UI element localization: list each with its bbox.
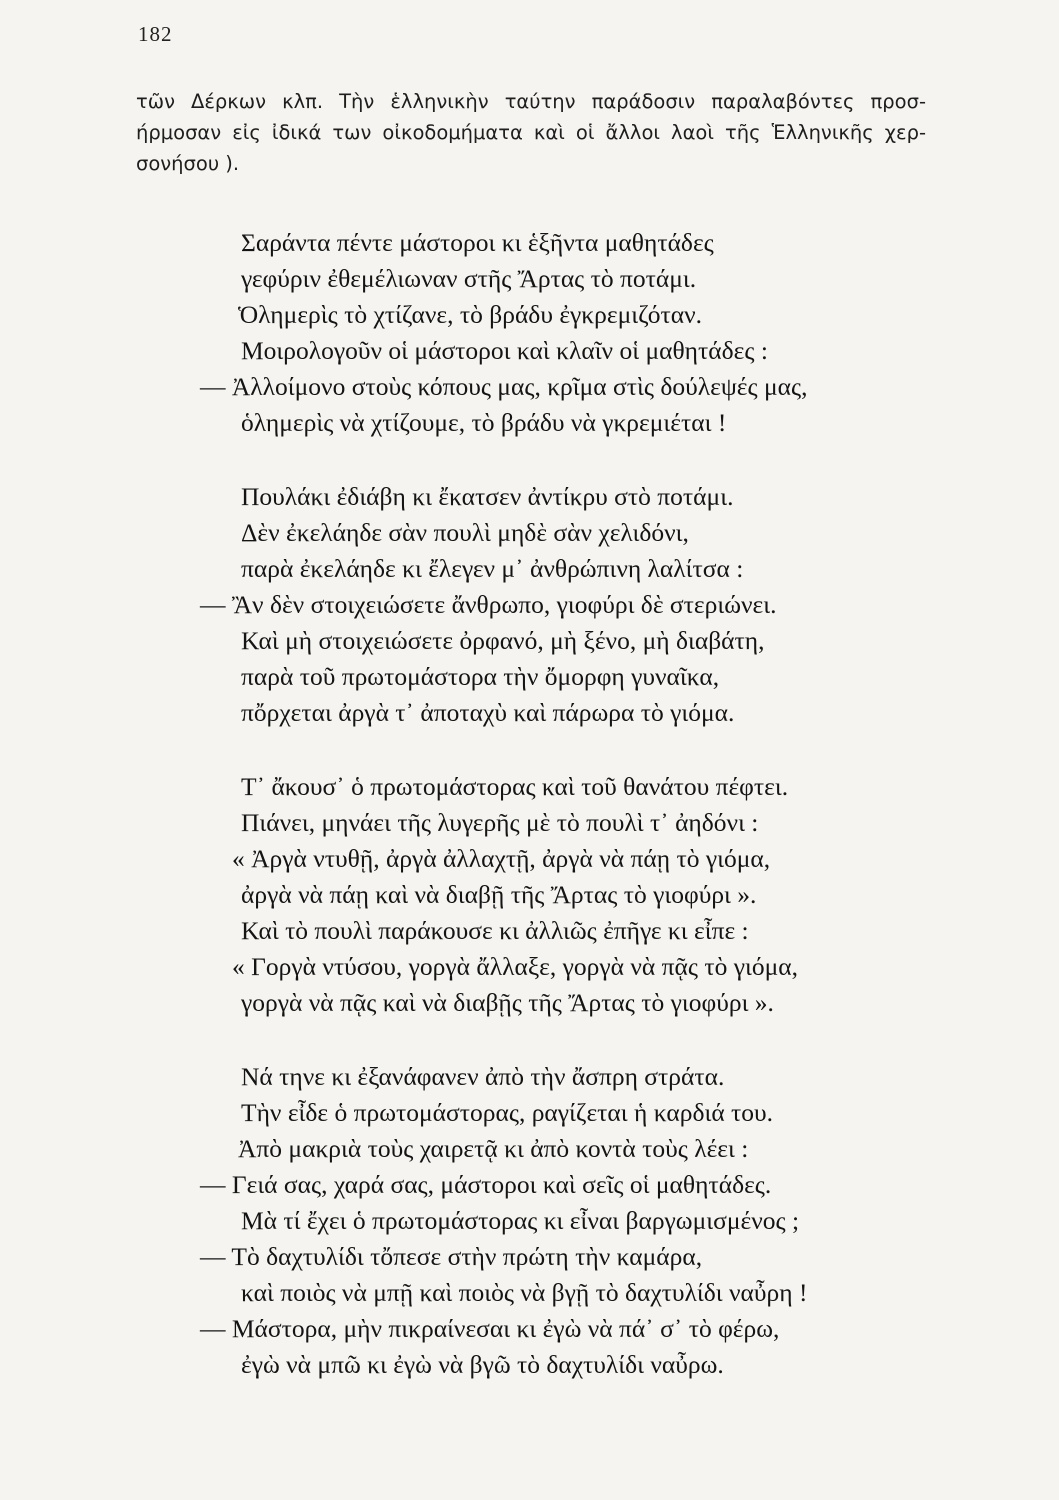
poem-line: Ἀπὸ μακριὰ τοὺς χαιρετᾷ κι ἀπὸ κοντὰ τοὺς λέει :	[238, 1134, 749, 1163]
poem-line: παρὰ τοῦ πρωτομάστορα τὴν ὄμορφη γυναῖκα,	[241, 662, 720, 691]
poem-line: καὶ ποιὸς νὰ μπῇ καὶ ποιὸς νὰ βγῇ τὸ δαχτυλίδι ναὖρη !	[241, 1278, 808, 1307]
poem-line: Νά τηνε κι ἐξανάφανεν ἀπὸ τὴν ἄσπρη στράτα.	[241, 1062, 725, 1091]
poem-line: Σαράντα πέντε μάστοροι κι ἑξῆντα μαθητάδες	[241, 228, 714, 257]
intro-line: τῶν Δέρκων κλπ. Τὴν ἑλληνικὴν ταύτην παράδοσιν παραλαβόντες προσ-	[136, 90, 926, 113]
poem-line: Ὁλημερὶς τὸ χτίζανε, τὸ βράδυ ἐγκρεμιζόταν.	[238, 300, 703, 329]
poem-line: Δὲν ἐκελάηδε σὰν πουλὶ μηδὲ σὰν χελιδόνι,	[241, 518, 689, 547]
poem-line: — Ἀλλοίμονο στοὺς κόπους μας, κρῖμα στὶς δούλεψές μας,	[200, 372, 808, 401]
poem-line: — Γειά σας, χαρά σας, μάστοροι καὶ σεῖς οἱ μαθητάδες.	[200, 1170, 772, 1199]
poem-line: Πιάνει, μηνάει τῆς λυγερῆς μὲ τὸ πουλὶ τ᾽ ἀηδόνι :	[241, 808, 759, 837]
poem-line: Μὰ τί ἔχει ὁ πρωτομάστορας κι εἶναι βαργωμισμένος ;	[241, 1206, 800, 1235]
poem-line: γοργὰ νὰ πᾷς καὶ νὰ διαβῇς τῆς Ἄρτας τὸ γιοφύρι ».	[241, 988, 774, 1017]
intro-line: ήρμοσαν εἰς ἰδικά των οἰκοδομήματα καὶ οἱ ἄλλοι λαοὶ τῆς Ἑλληνικῆς χερ-	[136, 121, 926, 144]
page-number: 182	[138, 22, 173, 46]
intro-line: σονήσου ).	[136, 152, 240, 175]
poem-line: — Μάστορα, μὴν πικραίνεσαι κι ἐγὼ νὰ πά᾽ σ᾽ τὸ φέρω,	[200, 1314, 780, 1343]
poem-line: Καὶ μὴ στοιχειώσετε ὀρφανό, μὴ ξένο, μὴ διαβάτη,	[241, 626, 765, 655]
poem-line: Πουλάκι ἐδιάβη κι ἔκατσεν ἀντίκρυ στὸ ποτάμι.	[241, 482, 734, 511]
poem-line: — Τὸ δαχτυλίδι τὄπεσε στὴν πρώτη τὴν καμάρα,	[200, 1242, 703, 1271]
poem-line: Καὶ τὸ πουλὶ παράκουσε κι ἀλλιῶς ἐπῆγε κι εἶπε :	[241, 916, 749, 945]
poem-line: Τ᾽ ἄκουσ᾽ ὁ πρωτομάστορας καὶ τοῦ θανάτου πέφτει.	[241, 772, 789, 801]
poem-line: ἀργὰ νὰ πάῃ καὶ νὰ διαβῇ τῆς Ἄρτας τὸ γιοφύρι ».	[241, 880, 757, 909]
poem-line: πὄρχεται ἀργὰ τ᾽ ἀποταχὺ καὶ πάρωρα τὸ γιόμα.	[241, 698, 735, 727]
poem-line: « Ἀργὰ ντυθῇ, ἀργὰ ἀλλαχτῇ, ἀργὰ νὰ πάῃ τὸ γιόμα,	[232, 844, 771, 873]
poem-line: γεφύριν ἐθεμέλιωναν στῆς Ἄρτας τὸ ποτάμι.	[241, 264, 697, 293]
poem-line: ὁλημερὶς νὰ χτίζουμε, τὸ βράδυ νὰ γκρεμιέται !	[241, 408, 727, 437]
poem-line: Μοιρολογοῦν οἱ μάστοροι καὶ κλαῖν οἱ μαθητάδες :	[241, 336, 768, 365]
poem-line: — Ἂν δὲν στοιχειώσετε ἄνθρωπο, γιοφύρι δὲ στεριώνει.	[200, 590, 777, 619]
poem-line: « Γοργὰ ντύσου, γοργὰ ἄλλαξε, γοργὰ νὰ πᾷς τὸ γιόμα,	[232, 952, 799, 981]
poem-line: ἐγὼ νὰ μπῶ κι ἐγὼ νὰ βγῶ τὸ δαχτυλίδι ναὖρω.	[241, 1350, 724, 1379]
poem-line: Τὴν εἶδε ὁ πρωτομάστορας, ραγίζεται ἡ καρδιά του.	[241, 1098, 774, 1127]
poem-line: παρὰ ἐκελάηδε κι ἔλεγεν μ᾽ ἀνθρώπινη λαλίτσα :	[241, 554, 744, 583]
intro-paragraph	[136, 86, 926, 179]
